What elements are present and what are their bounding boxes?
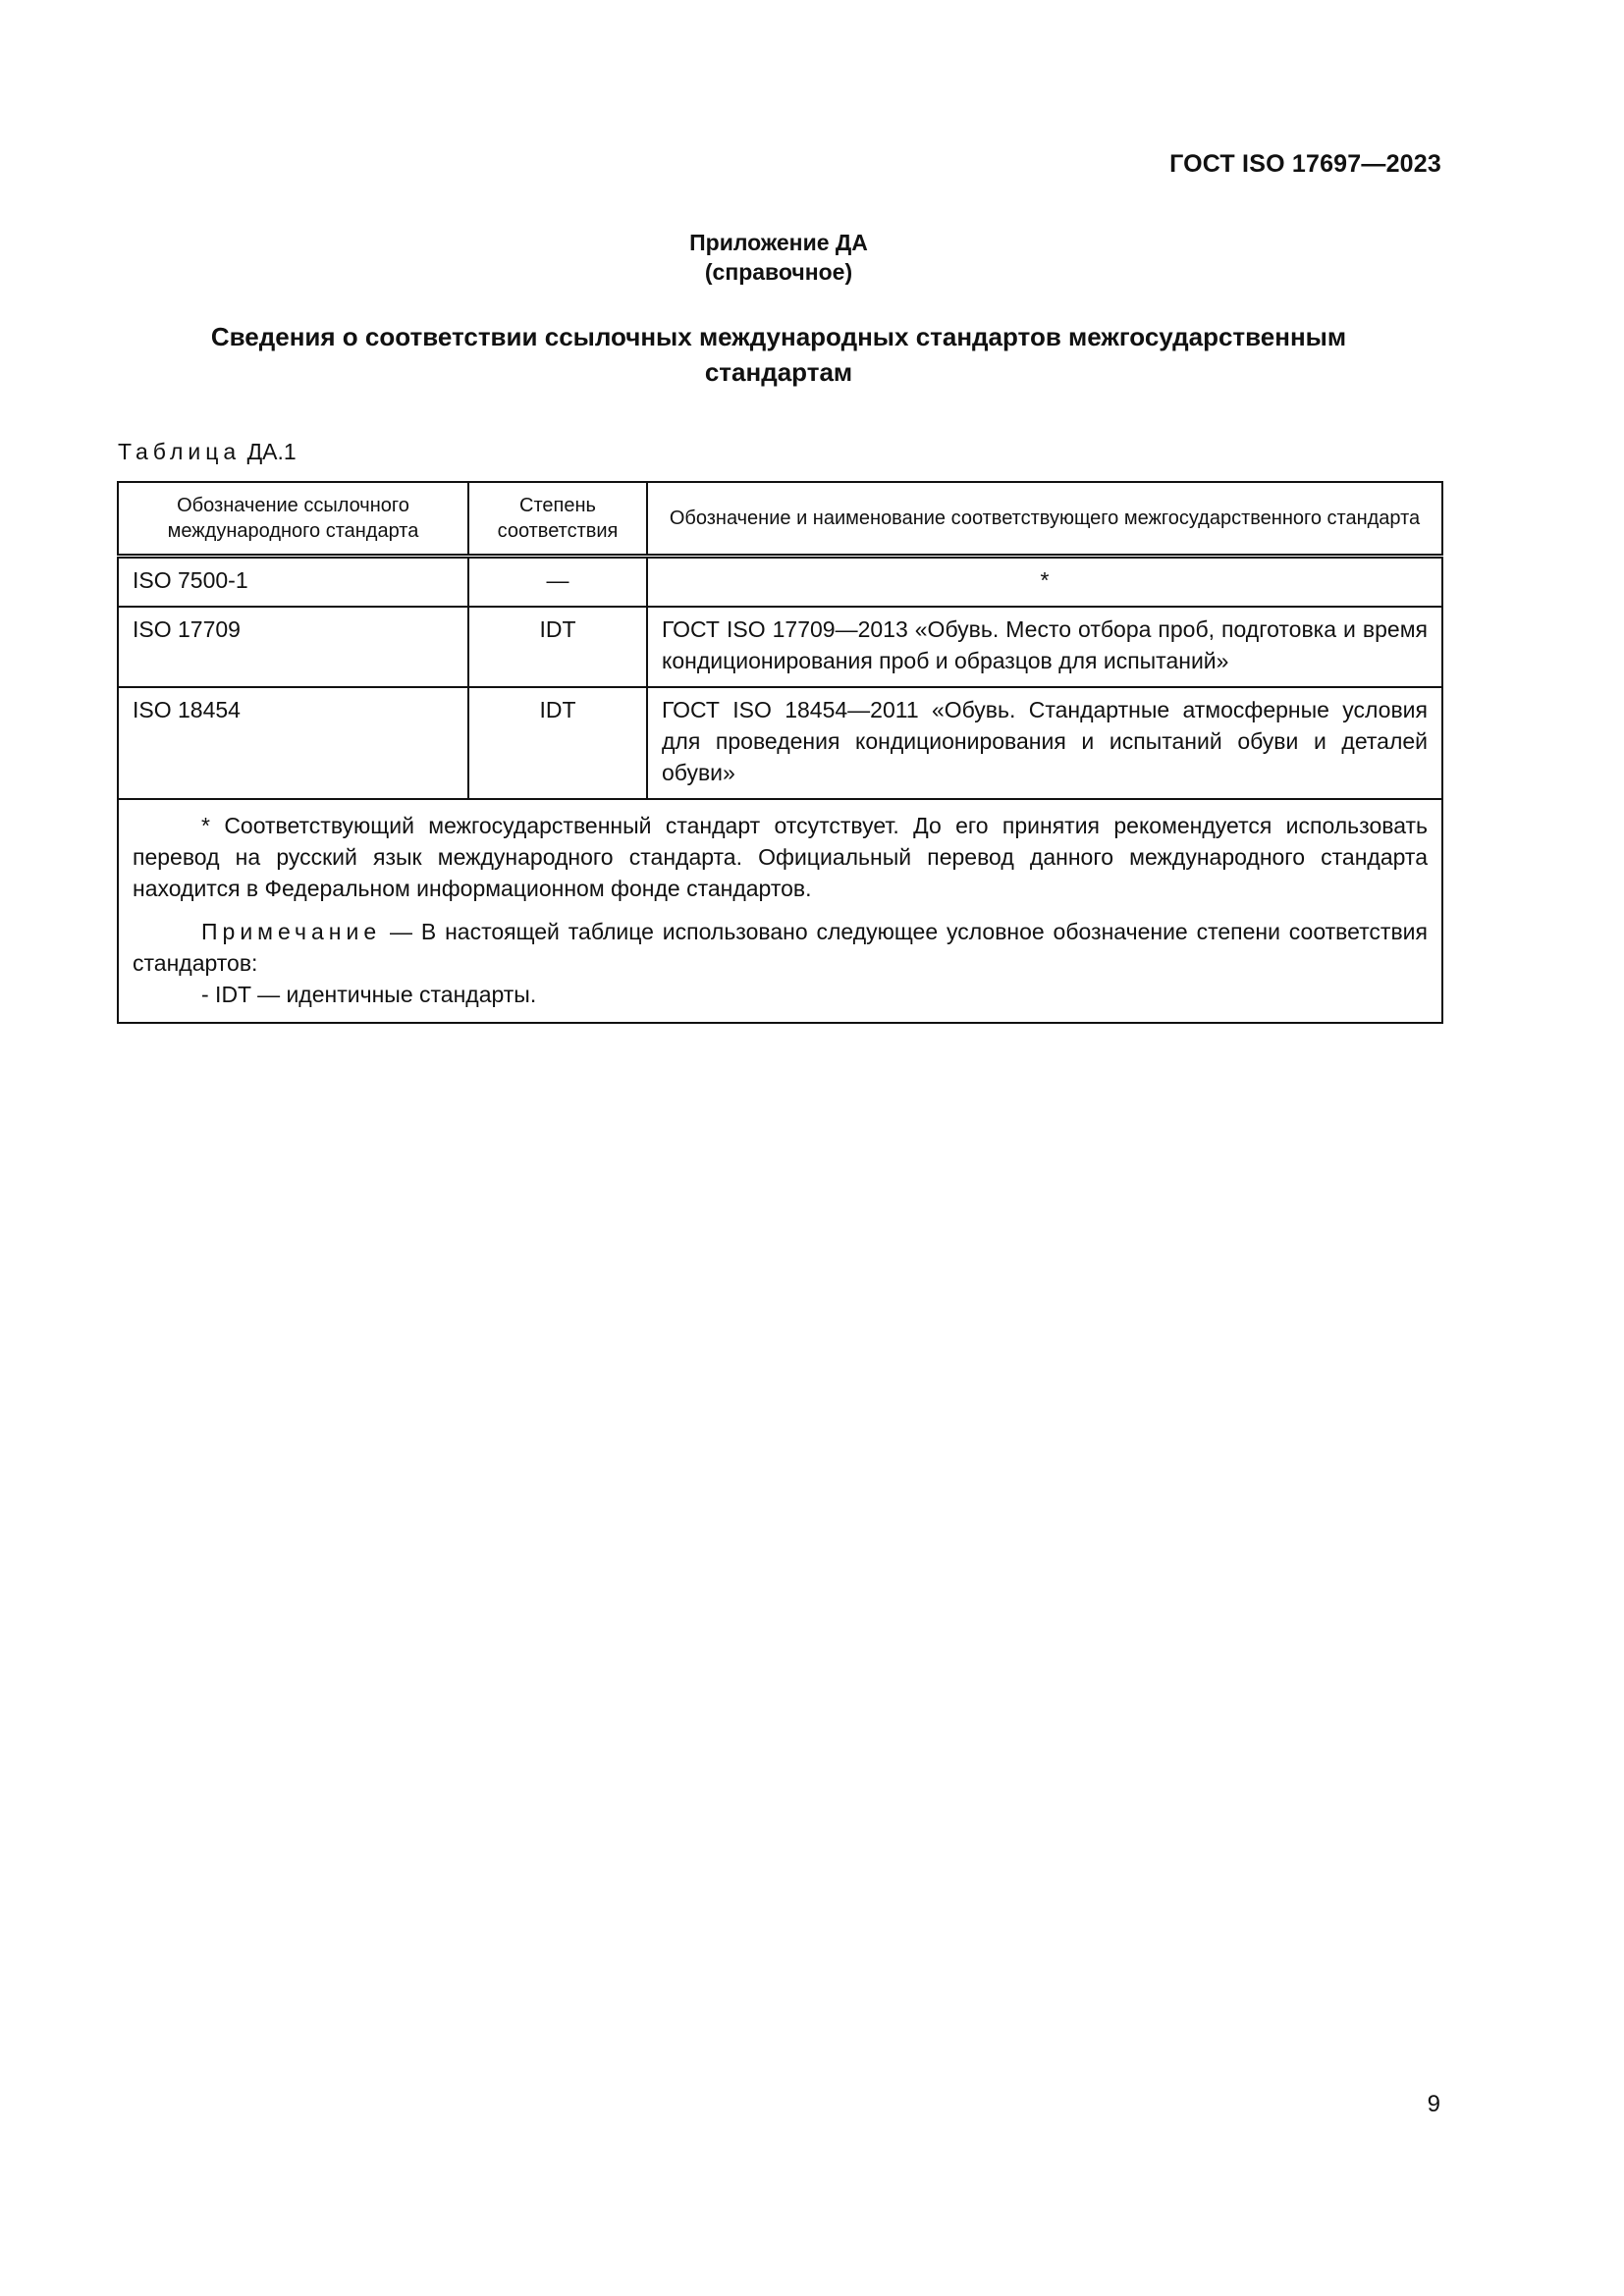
cell-intl-standard: ISO 7500-1 [118, 557, 468, 608]
column-header-degree: Степень соответствия [468, 482, 647, 557]
appendix-subtitle: (справочное) [704, 259, 853, 285]
correspondence-table [117, 481, 1443, 1024]
cell-intl-standard: ISO 17709 [118, 607, 468, 687]
table-caption [118, 439, 297, 465]
table-footnote-row [118, 799, 1442, 1023]
cell-degree: IDT [468, 607, 647, 687]
section-title-line-1: Сведения о соответствии ссылочных международных стандартов межгосударственным [210, 322, 1347, 351]
table-note [133, 916, 1428, 979]
table-footnote: * Соответствующий межгосударственный стандарт отсутствует. До его принятия рекомендуется использовать перевод на русский язык международного стандарта. Официальный перевод данного международного стандарта находится в Федеральном информационном фонде стандартов. [133, 813, 1428, 901]
table-caption-label: Таблица [118, 439, 242, 464]
table-row [118, 687, 1442, 799]
note-list-item: - IDT — идентичные стандарты. [201, 982, 537, 1007]
table-row [118, 607, 1442, 687]
table-footnote-cell [118, 799, 1442, 1023]
table-caption-number: ДА.1 [246, 439, 297, 464]
cell-interstate-standard: ГОСТ ISO 17709—2013 «Обувь. Место отбора проб, подготовка и время кондиционирования проб и образцов для испытаний» [647, 607, 1442, 687]
note-label: Примечание [201, 919, 382, 944]
appendix-heading [0, 228, 1557, 287]
cell-degree: IDT [468, 687, 647, 799]
table-row [118, 557, 1442, 608]
appendix-title: Приложение ДА [689, 230, 868, 255]
cell-intl-standard: ISO 18454 [118, 687, 468, 799]
cell-interstate-standard: ГОСТ ISO 18454—2011 «Обувь. Стандартные атмосферные условия для проведения кондиционирования и испытаний обуви и деталей обуви» [647, 687, 1442, 799]
section-title-line-2: стандартам [704, 357, 853, 387]
table-header-row [118, 482, 1442, 557]
note-text: — В настоящей таблице использовано следующее условное обозначение степени соответствия стандартов: [133, 919, 1428, 976]
column-header-interstate-standard: Обозначение и наименование соответствующего межгосударственного стандарта [647, 482, 1442, 557]
cell-interstate-standard: * [647, 557, 1442, 608]
page-number: 9 [1427, 2091, 1440, 2117]
cell-degree: — [468, 557, 647, 608]
column-header-intl-standard: Обозначение ссылочного международного стандарта [118, 482, 468, 557]
section-title [118, 319, 1439, 390]
document-header: ГОСТ ISO 17697—2023 [1169, 150, 1441, 178]
